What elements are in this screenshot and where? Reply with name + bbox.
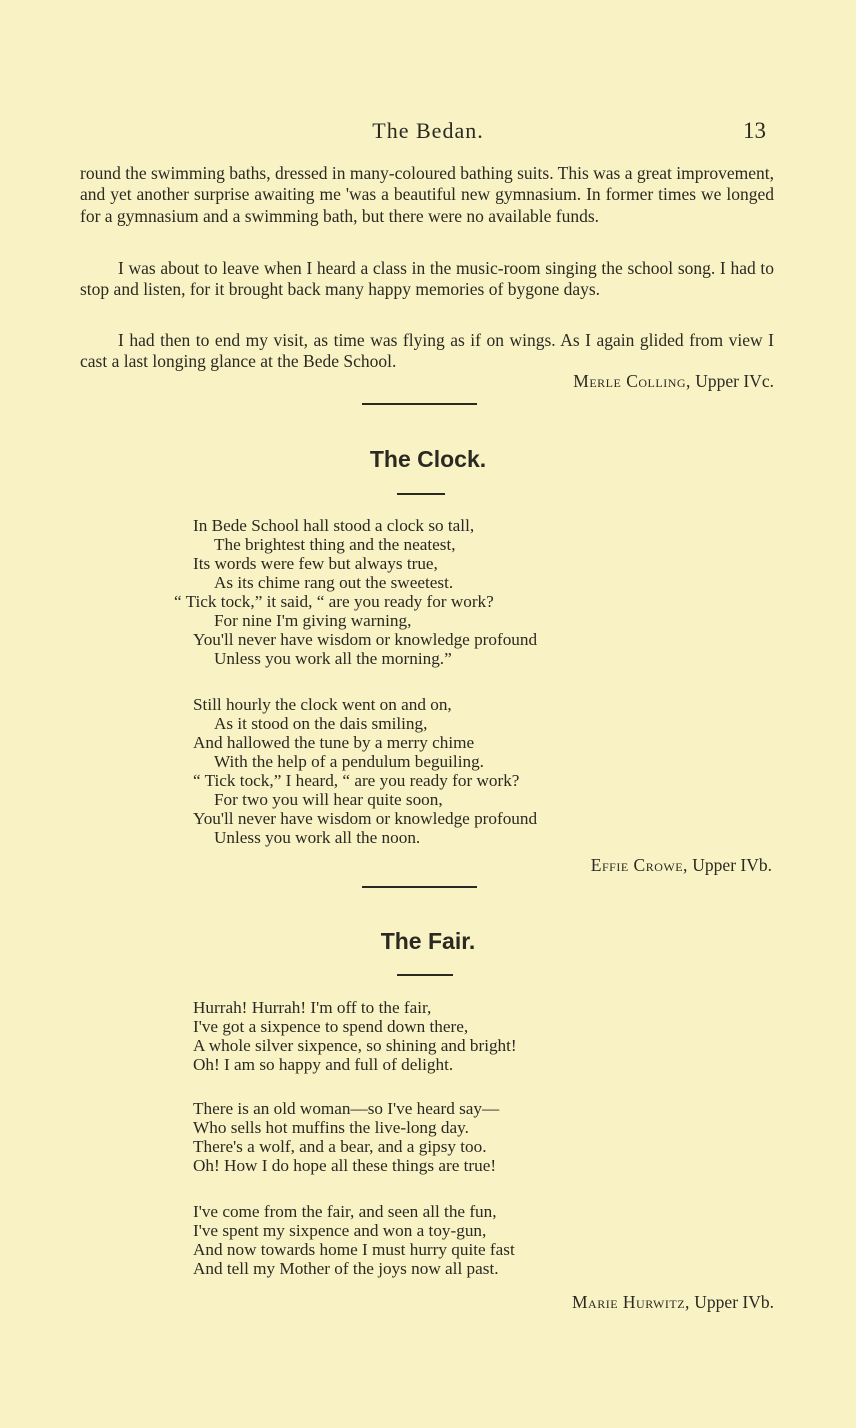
verse-line: I've come from the fair, and seen all the fun, xyxy=(193,1202,497,1221)
verse-line: I've spent my sixpence and won a toy-gun, xyxy=(193,1221,487,1241)
stanza xyxy=(174,516,538,669)
verse-line: There is an old woman—so I've heard say— xyxy=(193,1099,500,1118)
title-underline xyxy=(397,974,453,976)
verse-line: As its chime rang out the sweetest. xyxy=(214,573,454,593)
verse-line: In Bede School hall stood a clock so tall, xyxy=(193,516,475,535)
author-name: Merle Colling, xyxy=(573,371,691,391)
verse-line: Oh! I am so happy and full of delight. xyxy=(193,1055,454,1075)
essay-paragraph-3 xyxy=(80,330,774,373)
verse-line: Its words were few but always true, xyxy=(193,554,438,574)
verse-line: Who sells hot muffins the live-long day. xyxy=(193,1118,469,1138)
author-name: Effie Crowe, xyxy=(590,855,688,875)
stanza xyxy=(193,695,537,847)
essay-paragraph-text: I was about to leave when I heard a class in the music-room singing the school song. I had to stop and listen, for it brought back many happy memories of bygone days. xyxy=(80,258,774,300)
poem-fair-stanza-2 xyxy=(193,1099,499,1175)
verse-line: And now towards home I must hurry quite fast xyxy=(193,1240,515,1260)
essay-paragraph-text: I had then to end my visit, as time was flying as if on wings. As I again glided from view I cast a last longing glance at the Bede School. xyxy=(80,330,774,372)
verse-line: “ Tick tock,” it said, “ are you ready for work? xyxy=(174,592,494,612)
verse-line: Still hourly the clock went on and on, xyxy=(193,695,452,714)
fair-signature xyxy=(572,1292,774,1313)
verse-line: You'll never have wisdom or knowledge profound xyxy=(193,630,538,650)
verse-line: For nine I'm giving warning, xyxy=(214,611,412,631)
verse-line: And hallowed the tune by a merry chime xyxy=(193,733,475,753)
verse-line: Hurrah! Hurrah! I'm off to the fair, xyxy=(193,998,432,1017)
verse-line: The brightest thing and the neatest, xyxy=(214,535,456,555)
essay-paragraph-1 xyxy=(80,163,774,227)
section-divider xyxy=(362,403,477,405)
verse-line: Unless you work all the morning.” xyxy=(214,649,452,669)
poem-title-clock: The Clock. xyxy=(369,446,487,472)
verse-line: And tell my Mother of the joys now all past. xyxy=(193,1259,499,1279)
poem-fair-stanza-1 xyxy=(193,998,517,1074)
essay-paragraph-text: round the swimming baths, dressed in many-coloured bathing suits. This was a great improvement, and yet another surprise awaiting me 'was a beautiful new gymnasium. In former times we longed for a gymnasium and a swimming bath, but there were no available funds. xyxy=(80,163,774,226)
essay-paragraph-2 xyxy=(80,258,774,301)
section-divider xyxy=(362,886,477,888)
verse-line: As it stood on the dais smiling, xyxy=(214,714,428,734)
verse-line: Unless you work all the noon. xyxy=(214,828,421,848)
verse-line: I've got a sixpence to spend down there, xyxy=(193,1017,469,1037)
poem-clock xyxy=(174,516,538,669)
poem-title-fair: The Fair. xyxy=(380,928,476,954)
verse-line: With the help of a pendulum beguiling. xyxy=(214,752,484,772)
author-name: Marie Hurwitz, xyxy=(571,1292,690,1312)
essay-signature xyxy=(573,371,774,392)
verse-line: You'll never have wisdom or knowledge profound xyxy=(193,809,538,829)
verse-line: For two you will hear quite soon, xyxy=(214,790,443,810)
verse-line: There's a wolf, and a bear, and a gipsy too. xyxy=(193,1137,487,1157)
verse-line: Oh! How I do hope all these things are true! xyxy=(193,1156,497,1176)
title-underline xyxy=(397,493,445,495)
author-form: Upper IVc. xyxy=(695,371,774,391)
poem-fair-stanza-3 xyxy=(193,1202,515,1278)
running-header: The Bedan. xyxy=(372,118,484,143)
verse-line: A whole silver sixpence, so shining and bright! xyxy=(193,1036,517,1056)
author-form: Upper IVb. xyxy=(694,1292,774,1312)
clock-signature xyxy=(591,855,772,876)
verse-line: “ Tick tock,” I heard, “ are you ready for work? xyxy=(193,771,520,791)
author-form: Upper IVb. xyxy=(692,855,772,875)
poem-clock-stanza-2 xyxy=(193,695,537,847)
page-number: 13 xyxy=(743,118,766,143)
